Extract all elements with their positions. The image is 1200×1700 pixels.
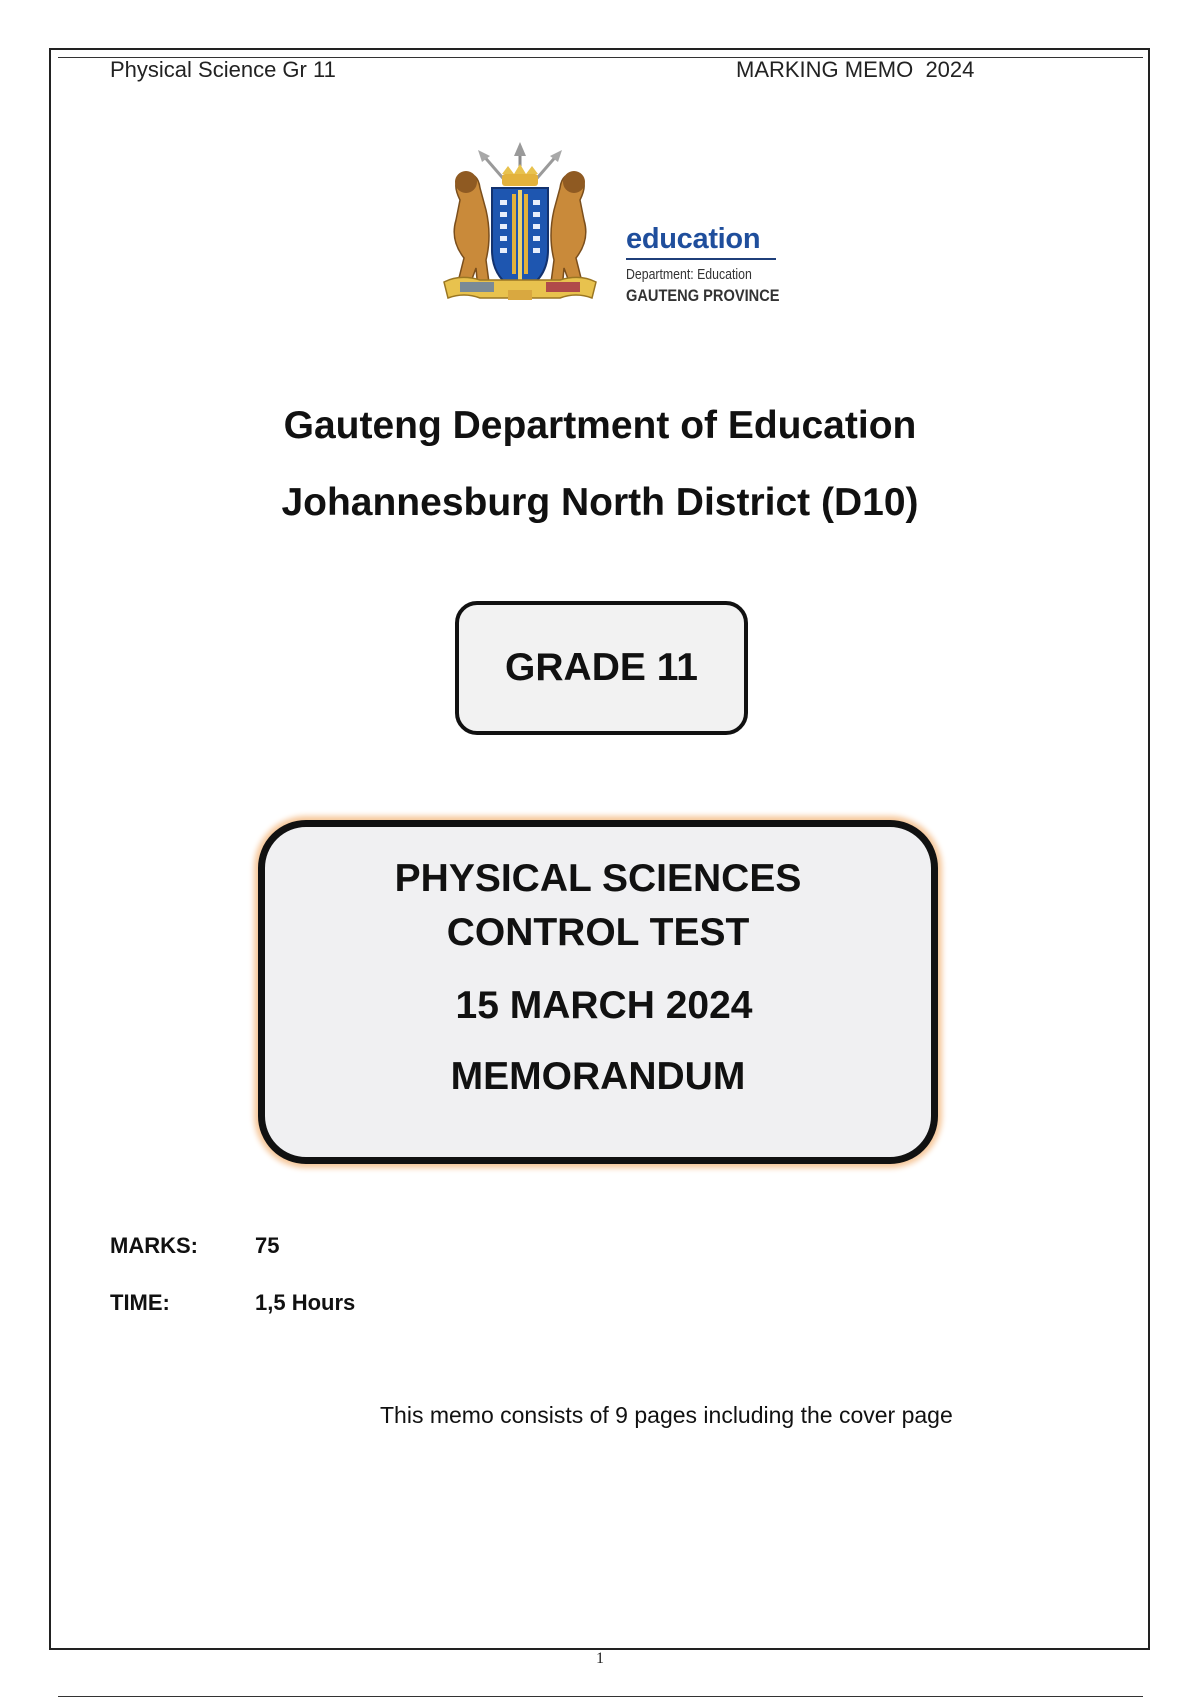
logo-wordmark (626, 224, 805, 306)
header-subject: Physical Science Gr 11 (110, 57, 336, 82)
grade-box (455, 601, 748, 735)
page-number: 1 (596, 1650, 604, 1667)
test-title: CONTROL TEST (446, 911, 750, 954)
header-memo-label: MARKING MEMO 2024 (736, 57, 975, 82)
logo-education-word: education (626, 223, 761, 255)
grade-label: GRADE 11 (505, 646, 698, 689)
organization-name: Gauteng Department of Education (283, 404, 917, 447)
test-date: 15 MARCH 2024 (455, 984, 753, 1027)
marks-value: 75 (255, 1233, 280, 1258)
pages-note: This memo consists of 9 pages including the cover page (380, 1402, 953, 1428)
logo-divider (626, 258, 776, 260)
memo-label: MEMORANDUM (450, 1055, 746, 1098)
subject-title: PHYSICAL SCIENCES (394, 857, 802, 900)
footer-rule (58, 1696, 1143, 1697)
logo-province-line: GAUTENG PROVINCE (626, 286, 780, 305)
time-label: TIME: (110, 1290, 170, 1315)
district-name: Johannesburg North District (D10) (281, 481, 919, 524)
memo-title-box (258, 820, 938, 1164)
coat-of-arms-icon (420, 140, 620, 320)
time-value: 1,5 Hours (255, 1290, 356, 1315)
marks-label: MARKS: (110, 1233, 198, 1258)
logo-department-line: Department: Education (626, 266, 752, 283)
